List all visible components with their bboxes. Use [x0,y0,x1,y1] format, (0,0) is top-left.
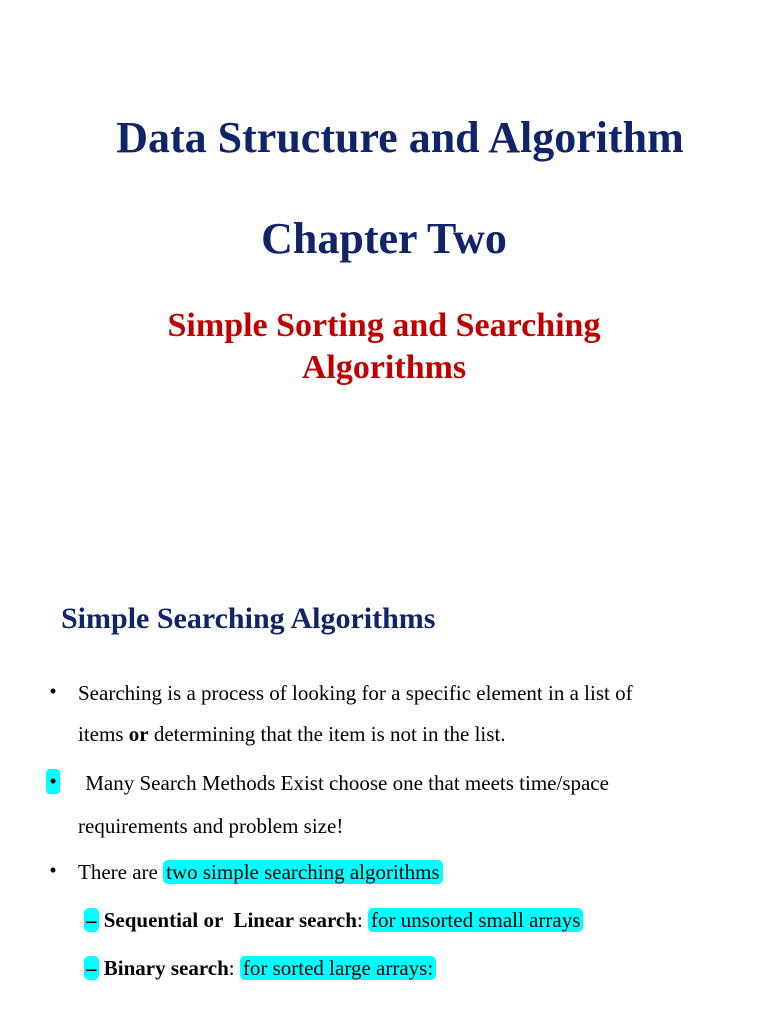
text-segment: There are [78,860,164,884]
text-segment: items [78,722,129,746]
bullet-text-line: Many Search Methods Exist choose one that meets time/space [80,771,609,795]
bullet-text-line: requirements and problem size! [78,814,344,838]
bullet-icon: • [49,679,57,703]
dash-icon: – [86,908,97,932]
subtitle-line-2: Algorithms [301,349,467,386]
dash-icon: – [86,956,97,980]
highlighted-text: two simple searching algorithms [163,860,443,884]
bullet-text-line: Searching is a process of looking for a specific element in a list of [78,681,633,705]
highlighted-text: for sorted large arrays: [240,956,436,980]
chapter-title: Chapter Two [261,214,507,263]
bullet-icon: • [49,858,57,882]
bold-text: or [128,722,149,746]
term-text: Sequential or Linear search [103,908,357,932]
separator-text: : [228,956,240,980]
sub-item-linear-search [84,906,583,934]
highlighted-text: for unsorted small arrays [368,908,583,932]
chapter-subtitle [0,305,768,389]
sub-item-binary-search [84,954,436,982]
section-heading: Simple Searching Algorithms [61,602,436,635]
bullet-text-line [78,858,443,886]
content-slide [0,540,768,1024]
text-segment: determining that the item is not in the list. [148,722,506,746]
bullet-icon: • [46,769,60,794]
bullet-text-line [78,720,506,748]
document-title: Data Structure and Algorithm [116,113,684,162]
separator-text: : [356,908,369,932]
subtitle-line-1: Simple Sorting and Searching [167,307,601,344]
term-text: Binary search [103,956,229,980]
